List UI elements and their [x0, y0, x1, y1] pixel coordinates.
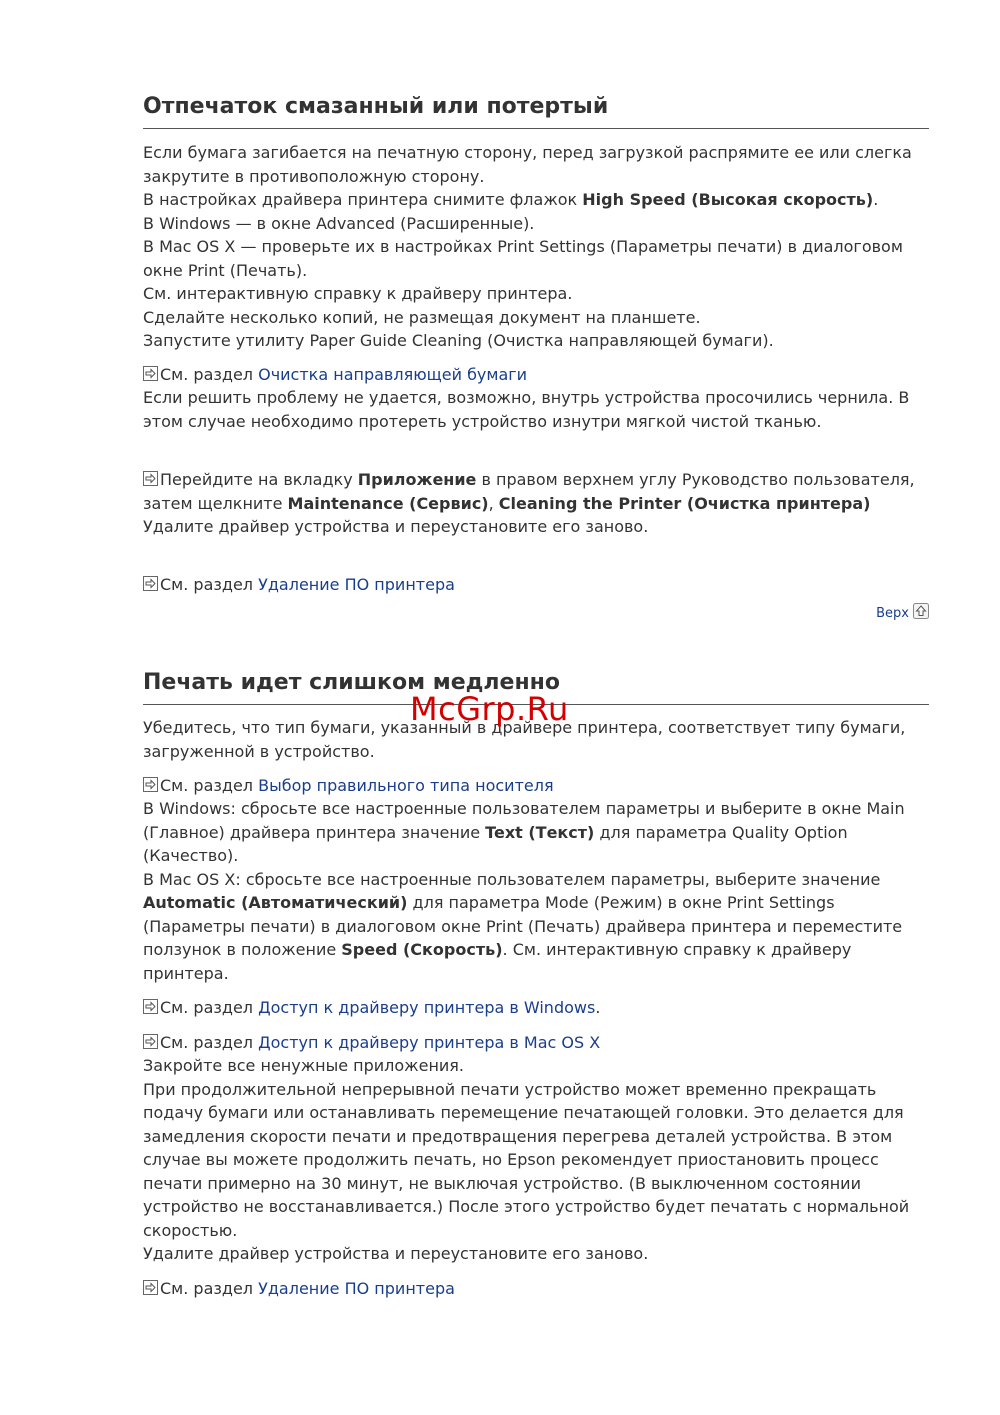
xref-uninstall-2: См. раздел Удаление ПО принтера [143, 1277, 929, 1300]
arrow-up-icon [913, 603, 929, 619]
paragraph-reinstall-driver: Удалите драйвер устройства и переустановите его заново. [143, 517, 649, 536]
back-to-top-link[interactable]: Верх [876, 603, 929, 623]
paragraph-windows-quality: В Windows: сбросьте все настроенные пользователем параметры и выберите в окне Main (Главное) драйвера принтера значение Text (Текст) для параметра Quality Option (Качество). [143, 799, 905, 865]
xref-paper-guide: См. раздел Очистка направляющей бумаги [143, 363, 929, 386]
paragraph-appendix-tab: Перейдите на вкладку Приложение в правом верхнем углу Руководство пользователя, затем щелкните Maintenance (Сервис), Cleaning the Printer (Очистка принтера) Удалите драйвер устройства и переустановите его заново. [143, 468, 929, 539]
cross-reference-icon [143, 576, 158, 591]
paragraph-continuous-printing: При продолжительной непрерывной печати устройство может временно прекращать подачу бумаги или останавливать перемещение печатающей головки. Это делается для замедления скорости печати и предотвращения перегрева деталей устройства. В этом случае вы можете продолжить печать, но Epson рекомендует приостановить процесс печати примерно на 30 минут, не выключая устройство. (В выключенном состоянии устройство не восстанавливается.) После этого устройство будет печатать с нормальной скоростью. [143, 1079, 910, 1240]
paragraph-paper-type: Убедитесь, что тип бумаги, указанный в драйвере принтера, соответствует типу бумаги, загруженной в устройство. [143, 718, 906, 761]
paragraph-close-apps: Закройте все ненужные приложения. [143, 1056, 465, 1075]
paragraph-curl: Если бумага загибается на печатную сторону, перед загрузкой распрямите ее или слегка закрутите в противоположную сторону. [143, 143, 912, 186]
link-driver-access-mac[interactable]: Доступ к драйверу принтера в Mac OS X [258, 1033, 601, 1052]
bold-high-speed: High Speed (Высокая скорость) [582, 190, 874, 209]
paragraph-ink-leak: Если решить проблему не удается, возможно, внутрь устройства просочились чернила. В этом случае необходимо протереть устройство изнутри мягкой чистой тканью. [143, 388, 910, 431]
section-title-smeared: Отпечаток смазанный или потертый [143, 92, 929, 129]
paragraph-see-help: См. интерактивную справку к драйверу принтера. [143, 284, 573, 303]
link-choose-media-type[interactable]: Выбор правильного типа носителя [258, 776, 554, 795]
paragraph-paper-guide-cleaning: Запустите утилиту Paper Guide Cleaning (Очистка направляющей бумаги). [143, 331, 774, 350]
section1-body [143, 141, 929, 353]
paragraph-windows-advanced: В Windows — в окне Advanced (Расширенные). [143, 213, 535, 233]
paragraph-reinstall-driver-2: Удалите драйвер устройства и переустановите его заново. [143, 1244, 649, 1263]
link-paper-guide-cleaning[interactable]: Очистка направляющей бумаги [258, 365, 528, 384]
xref-uninstall-1: См. раздел Удаление ПО принтера [143, 573, 929, 596]
link-driver-access-windows[interactable]: Доступ к драйверу принтера в Windows [258, 998, 596, 1017]
xref-media-type: См. раздел Выбор правильного типа носителя [143, 774, 929, 797]
paragraph-high-speed: В настройках драйвера принтера снимите флажок High Speed (Высокая скорость). [143, 190, 879, 209]
watermark-text: McGrp.Ru [410, 690, 569, 728]
paragraph-several-copies: Сделайте несколько копий, не размещая документ на планшете. [143, 307, 701, 327]
section2-tail [143, 1054, 929, 1266]
paragraph-mac-speed: В Mac OS X: сбросьте все настроенные пользователем параметры, выберите значение Automatic (Автоматический) для параметра Mode (Режим) в окне Print Settings (Параметры печати) в диалоговом окне Print (Печать) драйвера принтера и переместите ползунок в положение Speed (Скорость). См. интерактивную справку к драйверу принтера. [143, 869, 903, 983]
cross-reference-icon [143, 1280, 158, 1295]
link-uninstall-printer-software[interactable]: Удаление ПО принтера [258, 575, 455, 594]
xref-driver-windows: См. раздел Доступ к драйверу принтера в Windows. [143, 996, 929, 1019]
cross-reference-icon [143, 777, 158, 792]
section2-settings [143, 797, 929, 985]
section-title-slow-printing: Печать идет слишком медленно [143, 668, 929, 705]
cross-reference-icon [143, 471, 158, 486]
xref-driver-mac: См. раздел Доступ к драйверу принтера в Mac OS X [143, 1031, 929, 1054]
cross-reference-icon [143, 1034, 158, 1049]
cross-reference-icon [143, 366, 158, 381]
link-uninstall-printer-software-2[interactable]: Удаление ПО принтера [258, 1279, 455, 1298]
paragraph-mac-print-settings: В Mac OS X — проверьте их в настройках Print Settings (Параметры печати) в диалоговом окне Print (Печать). [143, 237, 903, 280]
cross-reference-icon [143, 999, 158, 1014]
